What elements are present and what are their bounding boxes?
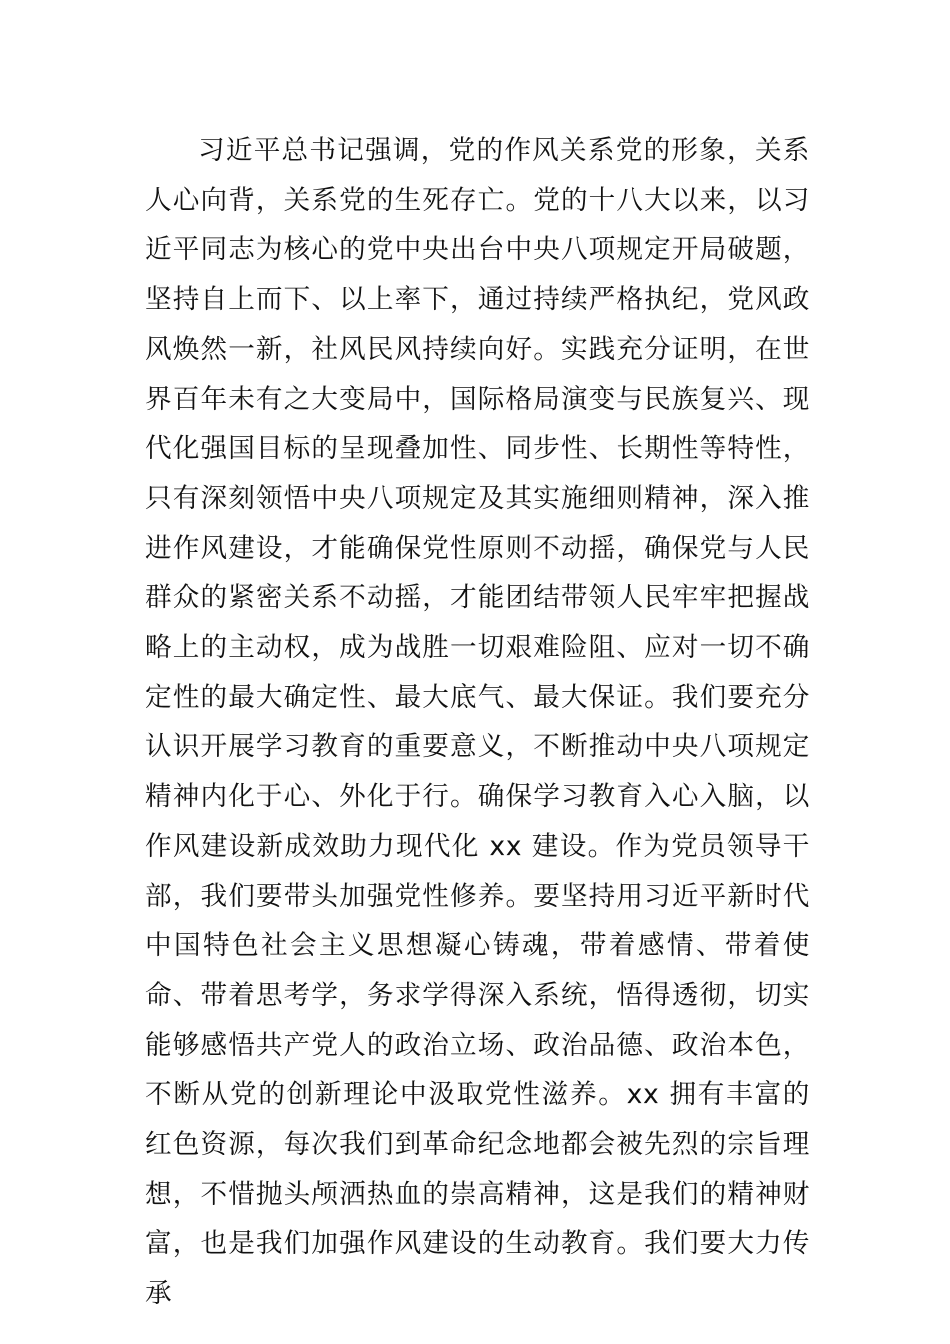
body-paragraph: 习近平总书记强调，党的作风关系党的形象，关系人心向背，关系党的生死存亡。党的十八大以来，以习近平同志为核心的党中央出台中央八项规定开局破题，坚持自上而下、以上率下，通过持续严格执纪，党风政风焕然一新，社风民风持续向好。实践充分证明，在世界百年未有之大变局中，国际格局演变与民族复兴、现代化强国目标的呈现叠加性、同步性、长期性等特性，只有深刻领悟中央八项规定及其实施细则精神，深入推进作风建设，才能确保党性原则不动摇，确保党与人民群众的紧密关系不动摇，才能团结带领人民牢牢把握战略上的主动权，成为战胜一切艰难险阻、应对一切不确定性的最大确定性、最大底气、最大保证。我们要充分认识开展学习教育的重要意义，不断推动中央八项规定精神内化于心、外化于行。确保学习教育入心入脑，以作风建设新成效助力现代化 xx 建设。作为党员领导干部，我们要带头加强党性修养。要坚持用习近平新时代中国特色社会主义思想凝心铸魂，带着感情、带着使命、带着思考学，务求学得深入系统，悟得透彻，切实能够感悟共产党人的政治立场、政治品德、政治本色，不断从党的创新理论中汲取党性滋养。xx 拥有丰富的红色资源，每次我们到革命纪念地都会被先烈的宗旨理想，不惜抛头颅洒热血的崇高精神，这是我们的精神财富，也是我们加强作风建设的生动教育。我们要大力传承 bbox=[145, 135, 810, 1310]
